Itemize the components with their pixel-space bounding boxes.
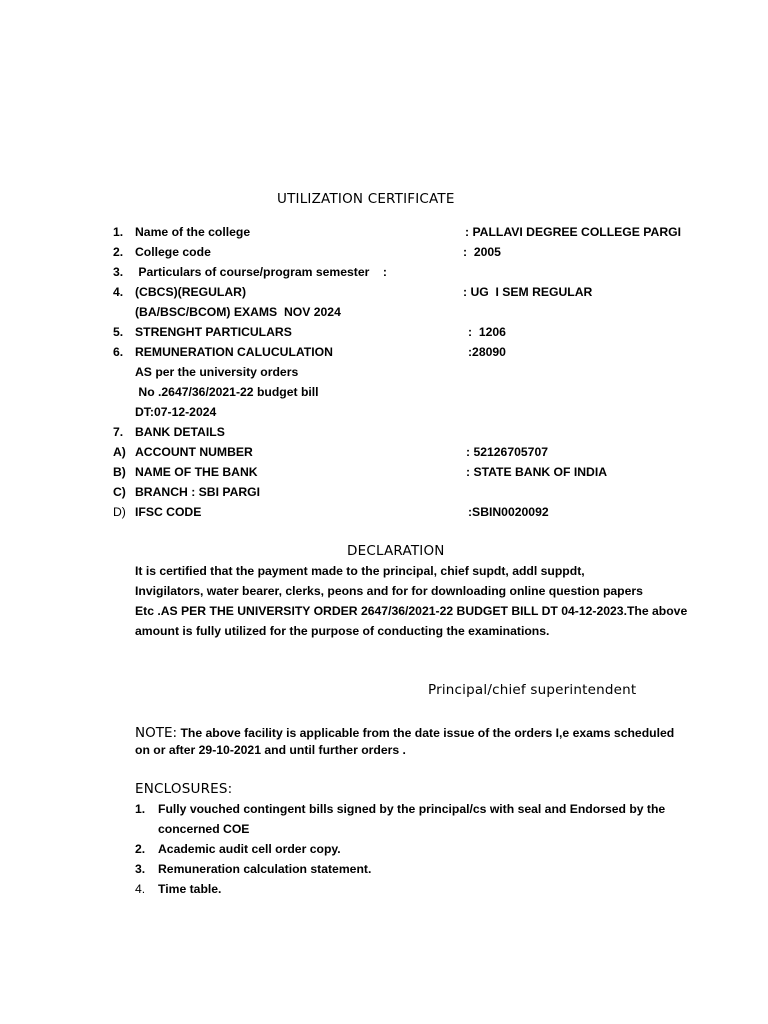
item-number: 7. bbox=[113, 425, 124, 439]
item-value-bank-name: : STATE BANK OF INDIA bbox=[466, 465, 608, 479]
declaration-heading: DECLARATION bbox=[347, 543, 445, 559]
note-text-line2: on or after 29-10-2021 and until further orders . bbox=[135, 743, 406, 757]
enclosure-item: Time table. bbox=[158, 882, 222, 896]
declaration-line: amount is fully utilized for the purpose of conducting the examinations. bbox=[135, 624, 550, 638]
item-label-date: DT:07-12-2024 bbox=[135, 405, 217, 419]
item-label-college-name: Name of the college bbox=[135, 225, 251, 239]
item-value-ifsc: :SBIN0020092 bbox=[468, 505, 549, 519]
item-label-remuneration: REMUNERATION CALUCULATION bbox=[135, 345, 333, 359]
item-label-account-number: ACCOUNT NUMBER bbox=[135, 445, 253, 459]
item-value-remuneration: :28090 bbox=[468, 345, 506, 359]
item-letter: C) bbox=[113, 485, 126, 499]
item-label-ifsc: IFSC CODE bbox=[135, 505, 202, 519]
item-label-college-code: College code bbox=[135, 245, 211, 259]
enclosures-heading: ENCLOSURES: bbox=[135, 781, 233, 797]
enclosure-number: 3. bbox=[135, 862, 146, 876]
enclosure-number: 2. bbox=[135, 842, 146, 856]
item-label-university-orders: AS per the university orders bbox=[135, 365, 299, 379]
certificate-title: UTILIZATION CERTIFICATE bbox=[277, 191, 455, 207]
item-number: 1. bbox=[113, 225, 124, 239]
item-number: 2. bbox=[113, 245, 124, 259]
enclosure-item: Remuneration calculation statement. bbox=[158, 862, 372, 876]
item-label-cbcs: (CBCS)(REGULAR) bbox=[135, 285, 247, 299]
item-letter: B) bbox=[113, 465, 126, 479]
item-number: 6. bbox=[113, 345, 124, 359]
item-label-strength: STRENGHT PARTICULARS bbox=[135, 325, 292, 339]
enclosure-number: 1. bbox=[135, 802, 146, 816]
item-value-account-number: : 52126705707 bbox=[466, 445, 549, 459]
item-value-college-code: : 2005 bbox=[463, 245, 501, 259]
enclosure-item: Academic audit cell order copy. bbox=[158, 842, 341, 856]
item-value-cbcs: : UG I SEM REGULAR bbox=[463, 285, 593, 299]
enclosure-item: Fully vouched contingent bills signed by the principal/cs with seal and Endorsed by the bbox=[158, 802, 666, 816]
enclosure-item-continued: concerned COE bbox=[158, 822, 250, 836]
item-value-strength: : 1206 bbox=[468, 325, 506, 339]
item-letter: D) bbox=[113, 505, 126, 519]
note-text: The above facility is applicable from the date issue of the orders I,e exams scheduled bbox=[177, 726, 675, 740]
declaration-line: It is certified that the payment made to the principal, chief supdt, addl suppdt, bbox=[135, 564, 585, 578]
item-label-bank-details: BANK DETAILS bbox=[135, 425, 225, 439]
item-number: 3. bbox=[113, 265, 124, 279]
item-label-exams: (BA/BSC/BCOM) EXAMS NOV 2024 bbox=[135, 305, 341, 319]
note-block bbox=[135, 722, 674, 741]
item-label-particulars: Particulars of course/program semester : bbox=[135, 265, 387, 279]
declaration-line: Etc .AS PER THE UNIVERSITY ORDER 2647/36/2021-22 BUDGET BILL DT 04-12-2023.The above bbox=[135, 604, 688, 618]
item-number: 5. bbox=[113, 325, 124, 339]
item-label-budget-bill: No .2647/36/2021-22 budget bill bbox=[135, 385, 319, 399]
item-value-college-name: : PALLAVI DEGREE COLLEGE PARGI bbox=[465, 225, 681, 239]
item-label-bank-name: NAME OF THE BANK bbox=[135, 465, 258, 479]
enclosure-number: 4. bbox=[135, 882, 146, 896]
note-label: NOTE: bbox=[135, 725, 178, 741]
item-label-branch: BRANCH : SBI PARGI bbox=[135, 485, 261, 499]
item-letter: A) bbox=[113, 445, 126, 459]
item-number: 4. bbox=[113, 285, 124, 299]
declaration-line: Invigilators, water bearer, clerks, peons and for for downloading online question papers bbox=[135, 584, 643, 598]
signatory-title: Principal/chief superintendent bbox=[428, 682, 637, 698]
